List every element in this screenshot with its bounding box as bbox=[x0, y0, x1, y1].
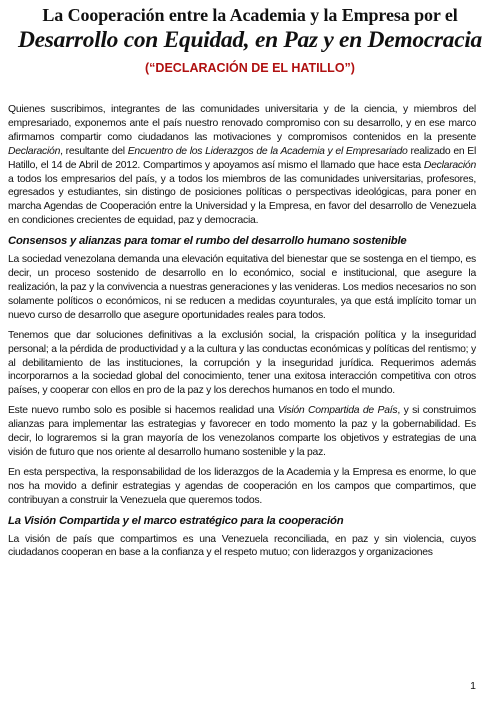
section1-paragraph-3 bbox=[8, 404, 476, 460]
section1-p3-emphasis: Visión Compartida de País bbox=[277, 405, 398, 417]
title-line-2: Desarrollo con Equidad, en Paz y en Democracia bbox=[17, 27, 482, 53]
section1-p3-text-2: , y si construimos alianzas para implementar las estrategias y favorecer en todo momento la paz y la gobernabilidad. Es decir, lo lograremos si la gran mayoría de los venezolanos comparte los objetivos y estrategias de una visión de futuro que nos oriente al desarrollo humano sostenible y la paz. bbox=[8, 405, 476, 458]
declaration-subtitle: (“DECLARACIÓN DE EL HATILLO”) bbox=[145, 61, 355, 75]
page-number: 1 bbox=[470, 680, 476, 692]
intro-emphasis-1: Declaración bbox=[8, 145, 61, 157]
title-line-1: La Cooperación entre la Academia y la Empresa por el bbox=[42, 5, 458, 25]
section-heading-vision: La Visión Compartida y el marco estratégico para la cooperación bbox=[8, 514, 344, 527]
section1-paragraph-1: La sociedad venezolana demanda una elevación equitativa del bienestar que se sostenga en el tiempo, es decir, un proceso sostenido de desarrollo en lo económico, social e institucional, que asegure la realización, la paz y la convivencia a nuestras generaciones y las venideras. Los medios necesarios no son solamente políticos o económicos, ni se reducen a medidas coyunturales, ya que está implícito tomar un nuevo curso de desarrollo que asegure oportunidades reales para todos. bbox=[8, 254, 476, 321]
section1-p3-text-1: Este nuevo rumbo solo es posible si hacemos realidad una bbox=[8, 405, 278, 417]
intro-text-3: realizado en El Hatillo, el 14 de Abril de 2012. Compartimos y apoyamos así mismo el llamado que hace esta bbox=[8, 145, 477, 171]
intro-emphasis-2: Encuentro de los Liderazgos de la Academia y el Empresariado bbox=[127, 145, 408, 157]
section2-paragraph-1: La visión de país que compartimos es una Venezuela reconciliada, en paz y sin violencia, cuyos ciudadanos cooperan en base a la confianza y el respeto mutuo; con liderazgos y organizaciones bbox=[8, 533, 476, 559]
intro-text-2: , resultante del bbox=[60, 145, 128, 157]
section1-paragraph-2: Tenemos que dar soluciones definitivas a la exclusión social, la crispación política y la inseguridad personal; a la pérdida de productividad y a la cultura y las conductas económicas y políticas del rentismo; y al debilitamiento de las instituciones, la corrupción y la inseguridad jurídica. Requerimos además incorporarnos a la sociedad global del conocimiento, tener una exitosa interacción competitiva con otros países, y cooperar con ellos en pro de la paz y los derechos humanos en todo el mundo. bbox=[8, 329, 476, 397]
section1-paragraph-4: En esta perspectiva, la responsabilidad de los liderazgos de la Academia y la Empresa es enorme, lo que nos ha movido a definir estrategias y agendas de cooperación en los campos que compartimos, que contribuyan a construir la Venezuela que queremos todos. bbox=[8, 466, 476, 506]
intro-emphasis-3: Declaración bbox=[423, 159, 476, 171]
intro-paragraph bbox=[8, 103, 476, 228]
section-heading-consensos: Consensos y alianzas para tomar el rumbo del desarrollo humano sostenible bbox=[8, 235, 407, 248]
intro-text-4: a todos los empresarios del país, y a todos los miembros de las comunidades universitarias, profesores, egresados y estudiantes, sin distingo de posiciones políticas o perspectivas ideológicas, para poner en marcha Agendas de Cooperación entre la Universidad y la Empresa, en favor del desarrollo de Venezuela en condiciones crecientes de equidad, paz y democracia. bbox=[8, 173, 476, 227]
document-body bbox=[8, 103, 476, 566]
intro-text-1: Quienes suscribimos, integrantes de las comunidades universitaria y de la ciencia, y miembros del empresariado, exponemos ante el país nuestro renovado compromiso con su desarrollo, y en ese marco afirmamos compartir como ciudadanos las motivaciones y compromisos contenidos en la presente bbox=[8, 104, 476, 143]
